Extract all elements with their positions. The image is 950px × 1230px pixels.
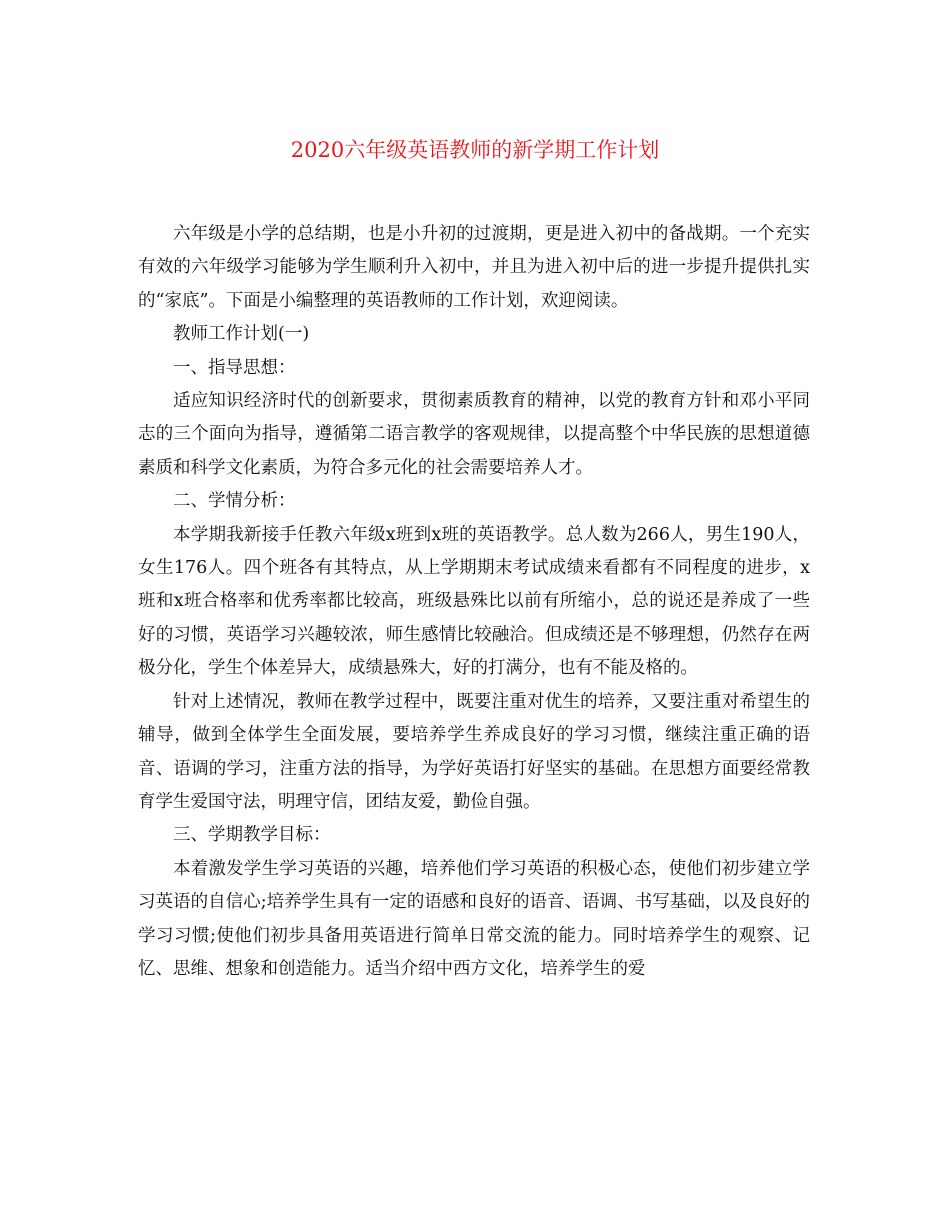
guiding-ideology-paragraph: 适应知识经济时代的创新要求，贯彻素质教育的精神，以党的教育方针和邓小平同志的三个面向为指导，遵循第二语言教学的客观规律，以提高整个中华民族的思想道德素质和科学文化素质，为符合多元化的社会需要培养人才。 [138,391,810,478]
document-title: 2020六年级英语教师的新学期工作计划 [290,138,660,162]
document-body [138,218,810,986]
section-heading-semester-goals: 三、学期教学目标： [173,825,331,846]
student-analysis-paragraph: 本学期我新接手任教六年级x班到x班的英语教学。总人数为266人，男生190人，女生176人。四个班各有其特点，从上学期期末考试成绩来看都有不同程度的进步，x班和x班合格率和优秀率都比较高，班级悬殊比以前有所缩小，总的说还是养成了一些好的习惯，英语学习兴趣较浓，师生感情比较融洽。但成绩还是不够理想，仍然存在两极分化，学生个体差异大，成绩悬殊大，好的打满分，也有不能及格的。 [138,524,810,679]
teaching-approach-paragraph: 针对上述情况，教师在教学过程中，既要注重对优生的培养，又要注重对希望生的辅导，做到全体学生全面发展，要培养学生养成良好的学习习惯，继续注重正确的语音、语调的学习，注重方法的指导，为学好英语打好坚实的基础。在思想方面要经常教育学生爱国守法，明理守信，团结友爱，勤俭自强。 [138,691,810,812]
intro-paragraph: 六年级是小学的总结期，也是小升初的过渡期，更是进入初中的备战期。一个充实有效的六年级学习能够为学生顺利升入初中，并且为进入初中后的进一步提升提供扎实的“家底”。下面是小编整理的英语教师的工作计划，欢迎阅读。 [138,224,810,311]
section-heading-student-analysis: 二、学情分析： [173,491,296,512]
section-heading-guiding-ideology: 一、指导思想： [173,357,296,378]
semester-goals-paragraph: 本着激发学生学习英语的兴趣，培养他们学习英语的积极心态，使他们初步建立学习英语的自信心;培养学生具有一定的语感和良好的语音、语调、书写基础，以及良好的学习习惯;使他们初步具备用英语进行简单日常交流的能力。同时培养学生的观察、记忆、思维、想象和创造能力。适当介绍中西方文化，培养学生的爱 [138,858,810,979]
section-heading-plan-one: 教师工作计划(一) [173,324,310,345]
